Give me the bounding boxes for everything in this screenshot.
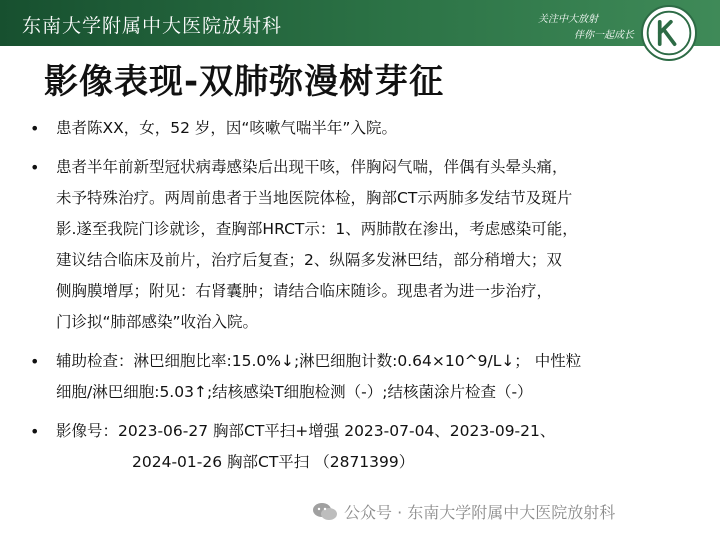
bullet-marker: •	[30, 352, 40, 371]
text-line: 2024-01-26 胸部CT平扫 （2871399）	[132, 453, 415, 471]
watermark-text: 公众号 · 东南大学附属中大医院放射科	[344, 503, 616, 522]
text-line: 未予特殊治疗。两周前患者于当地医院体检，胸部CT示两肺多发结节及斑片	[56, 189, 573, 207]
bullet-marker: •	[30, 119, 40, 138]
bullet-marker: •	[30, 422, 40, 441]
bullet-marker: •	[30, 158, 40, 177]
wechat-icon	[312, 502, 338, 522]
text-line: 门诊拟“肺部感染”收治入院。	[56, 313, 259, 331]
bullet-item-chief-complaint	[30, 113, 700, 144]
wechat-watermark	[312, 500, 615, 523]
slide-title: 影像表现-双肺弥漫树芽征	[44, 62, 445, 102]
text-line: 影像号：2023-06-27 胸部CT平扫+增强 2023-07-04、2023-09-21、	[56, 422, 556, 440]
text-line: 侧胸膜增厚；附见：右肾囊肿；请结合临床随诊。现患者为进一步治疗，	[56, 282, 553, 300]
text-line: 患者陈XX，女，52 岁，因“咳嗽气喘半年”入院。	[56, 119, 397, 137]
text-line: 建议结合临床及前片，治疗后复查；2、纵隔多发淋巴结，部分稍增大；双	[56, 251, 562, 269]
department-name: 东南大学附属中大医院放射科	[22, 15, 283, 37]
bullet-item-lab-tests	[30, 346, 700, 408]
text-line: 影.遂至我院门诊就诊，查胸部HRCT示：1、两肺散在渗出，考虑感染可能，	[56, 220, 578, 238]
bullet-item-history	[30, 152, 700, 338]
text-line: 辅助检查：淋巴细胞比率:15.0%↓;淋巴细胞计数:0.64×10^9/L↓； 中性粒	[56, 352, 582, 370]
text-line: 细胞/淋巴细胞:5.03↑;结核感染T细胞检测（-）;结核菌涂片检查（-）	[56, 383, 533, 401]
text-line: 患者半年前新型冠状病毒感染后出现干咳，伴胸闷气喘，伴偶有头晕头痛，	[56, 158, 568, 176]
bullet-item-imaging-ids	[30, 416, 700, 478]
slogan-line-1: 关注中大放射	[538, 14, 598, 25]
header-banner	[0, 0, 720, 46]
hospital-logo-icon	[641, 5, 697, 61]
slogan-line-2: 伴你一起成长	[574, 30, 634, 41]
slide-content	[30, 113, 700, 486]
